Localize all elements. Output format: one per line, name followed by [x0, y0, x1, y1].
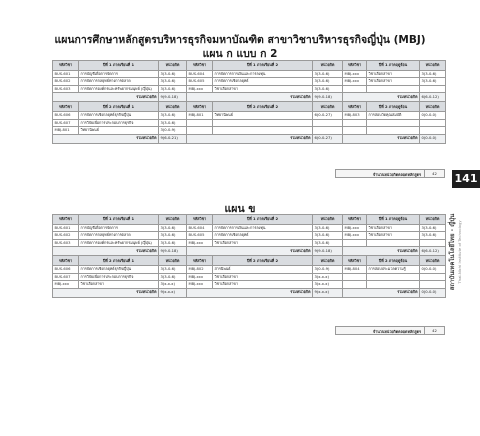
credits-cell: 6(0-0-27) — [313, 112, 343, 119]
total-value: 6(0-0-27) — [313, 134, 343, 143]
course-code-cell: MBJ-xxx — [343, 71, 367, 78]
table-row — [53, 232, 446, 239]
course-code-cell: BUS-603 — [53, 239, 79, 246]
course-code-cell: BUS-602 — [53, 232, 79, 239]
course-code-cell: BUS-602 — [53, 78, 79, 85]
credits-cell: 3(3-0-6) — [159, 239, 187, 246]
credits-cell: 3(3-0-6) — [420, 232, 446, 239]
credits-cell: 3(3-0-6) — [313, 78, 343, 85]
course-name-cell: วิชาเลือกสาขา — [79, 281, 159, 288]
course-name-cell — [213, 119, 313, 126]
plan-a-grand-total — [335, 169, 445, 178]
credits-cell — [420, 273, 446, 280]
course-code-cell: MBJ-xxx — [343, 78, 367, 85]
total-row — [53, 134, 446, 143]
credits-cell: 3(3-0-6) — [313, 225, 343, 232]
column-header: รหัสวิชา — [187, 61, 213, 71]
course-name-cell: วิชาเลือกสาขา — [367, 71, 420, 78]
plan-b-title: แผน ข — [224, 203, 256, 215]
total-label: รวมหน่วยกิต — [53, 93, 159, 102]
course-code-cell: MBJ-801 — [53, 127, 79, 134]
total-label: รวมหน่วยกิต — [187, 247, 313, 256]
course-code-cell: MBJ-xxx — [53, 281, 79, 288]
course-name-cell: การสอบประมวลความรู้ — [367, 266, 420, 273]
course-name-cell: การจัดการองค์กรและทรัพยากรมนุษย์ (ญี่ปุ่น) — [79, 239, 159, 246]
course-name-cell: การจัดการการเงินและการลงทุน — [213, 225, 313, 232]
column-header: หน่วยกิต — [159, 215, 187, 225]
course-code-cell: MBJ-801 — [187, 112, 213, 119]
credits-cell: 3(3-0-6) — [313, 239, 343, 246]
course-name-cell: การบัญชีเพื่อการจัดการ — [79, 71, 159, 78]
total-value: 0(0-0-0) — [420, 134, 446, 143]
course-name-cell — [367, 239, 420, 246]
course-name-cell: การจัดการเชิงกลยุทธ์ — [213, 232, 313, 239]
total-value: 9(9-0-18) — [313, 247, 343, 256]
course-name-cell: วิชาเลือกสาขา — [213, 273, 313, 280]
side-institution-label — [447, 212, 469, 292]
total-value: 0(0-0-0) — [420, 288, 446, 297]
total-label: รวมหน่วยกิต — [343, 247, 420, 256]
credits-cell: 0(0-0-0) — [420, 112, 446, 119]
course-code-cell — [187, 119, 213, 126]
total-label: รวมหน่วยกิต — [187, 93, 313, 102]
table-row — [53, 239, 446, 246]
credits-cell: 3(3-0-6) — [313, 232, 343, 239]
document-title: แผนการศึกษาหลักสูตรบริหารธุรกิจมหาบัณฑิต สาขาวิชาบริหารธุรกิจญี่ปุ่น (MBJ) — [54, 34, 426, 46]
page-number: 141 — [452, 170, 480, 188]
course-name-cell: การจัดการเชิงกลยุทธ์ — [213, 78, 313, 85]
course-code-cell — [343, 281, 367, 288]
column-header: หน่วยกิต — [159, 256, 187, 266]
credits-cell — [420, 119, 446, 126]
column-header: ปีที่ 1 ภาคเรียนที่ 1 — [79, 215, 159, 225]
total-value: 6(6-0-12) — [420, 247, 446, 256]
table-row — [53, 85, 446, 92]
credits-cell: 3(x-x-x) — [313, 273, 343, 280]
course-name-cell: การจัดการเชิงกลยุทธ์ธุรกิจญี่ปุ่น — [79, 112, 159, 119]
course-code-cell: MBJ-xxx — [343, 232, 367, 239]
course-name-cell: การสอบวัดคุณสมบัติ — [367, 112, 420, 119]
table-row — [53, 119, 446, 126]
table-row — [53, 281, 446, 288]
column-header: รหัสวิชา — [187, 215, 213, 225]
table-row — [53, 127, 446, 134]
total-label: รวมหน่วยกิต — [187, 134, 313, 143]
column-header: รหัสวิชา — [343, 102, 367, 112]
course-name-cell: วิชาเลือกสาขา — [367, 232, 420, 239]
credits-cell — [420, 127, 446, 134]
credits-cell: 3(0-0-9) — [159, 127, 187, 134]
credits-cell: 3(3-0-6) — [159, 266, 187, 273]
column-header: หน่วยกิต — [159, 102, 187, 112]
column-header: รหัสวิชา — [343, 256, 367, 266]
column-header: ปีที่ 2 ภาคเรียนที่ 1 — [79, 102, 159, 112]
total-label: รวมหน่วยกิต — [187, 288, 313, 297]
course-name-cell: วิชาเลือกสาขา — [213, 85, 313, 92]
column-header: หน่วยกิต — [159, 61, 187, 71]
course-name-cell — [213, 127, 313, 134]
credits-cell — [420, 281, 446, 288]
column-header: รหัสวิชา — [343, 61, 367, 71]
credits-cell: 0(0-0-0) — [420, 266, 446, 273]
course-code-cell: BUS-605 — [187, 232, 213, 239]
side-institution-english: Thai-Nichi Institute of Technology — [457, 220, 462, 284]
credits-cell: 3(0-0-9) — [313, 266, 343, 273]
column-header: ปีที่ 2 ภาคเรียนที่ 2 — [213, 102, 313, 112]
column-header: ปีที่ 1 ภาคเรียนที่ 2 — [213, 215, 313, 225]
total-label: รวมหน่วยกิต — [53, 288, 159, 297]
course-code-cell — [343, 127, 367, 134]
total-value: 9(x-x-x) — [313, 288, 343, 297]
credits-cell: 3(3-0-6) — [159, 85, 187, 92]
course-name-cell: วิทยานิพนธ์ — [213, 112, 313, 119]
grand-total-value: 42 — [425, 326, 445, 335]
credits-cell: 3(3-0-6) — [159, 273, 187, 280]
header-row — [53, 215, 446, 225]
course-code-cell — [343, 85, 367, 92]
column-header: รหัสวิชา — [53, 61, 79, 71]
column-header: หน่วยกิต — [420, 215, 446, 225]
plan-a-title: แผน ก แบบ ก 2 — [202, 48, 278, 60]
plan-b-table — [52, 214, 446, 298]
column-header: ปีที่ 1 ภาคเรียนที่ 2 — [213, 61, 313, 71]
course-code-cell: MBJ-802 — [187, 266, 213, 273]
course-code-cell — [343, 239, 367, 246]
course-name-cell — [367, 119, 420, 126]
credits-cell: 3(3-0-6) — [159, 232, 187, 239]
credits-cell: 3(3-0-6) — [159, 225, 187, 232]
course-name-cell: สารนิพนธ์ — [213, 266, 313, 273]
column-header: รหัสวิชา — [187, 256, 213, 266]
credits-cell: 3(3-0-6) — [159, 78, 187, 85]
credits-cell: 3(3-0-6) — [420, 225, 446, 232]
course-code-cell: BUS-605 — [187, 78, 213, 85]
total-label: รวมหน่วยกิต — [343, 288, 420, 297]
column-header: ปีที่ 2 ภาคเรียนที่ 2 — [213, 256, 313, 266]
course-name-cell: การจัดการองค์กรและทรัพยากรมนุษย์ (ญี่ปุ่น) — [79, 85, 159, 92]
course-code-cell: BUS-603 — [53, 85, 79, 92]
course-code-cell: MBJ-xxx — [343, 225, 367, 232]
course-code-cell — [343, 119, 367, 126]
column-header: รหัสวิชา — [187, 102, 213, 112]
course-code-cell: BUS-607 — [53, 119, 79, 126]
credits-cell — [420, 239, 446, 246]
column-header: ปีที่ 1 ภาคฤดูร้อน — [367, 215, 420, 225]
total-value: 9(9-0-18) — [159, 247, 187, 256]
course-name-cell — [367, 273, 420, 280]
total-value: 9(9-0-18) — [159, 93, 187, 102]
table-row — [53, 273, 446, 280]
column-header: ปีที่ 1 ภาคฤดูร้อน — [367, 61, 420, 71]
course-code-cell: MBJ-xxx — [187, 273, 213, 280]
column-header: ปีที่ 1 ภาคเรียนที่ 1 — [79, 61, 159, 71]
credits-cell: 3(3-0-6) — [313, 71, 343, 78]
column-header: หน่วยกิต — [313, 215, 343, 225]
course-name-cell — [367, 127, 420, 134]
column-header: รหัสวิชา — [343, 215, 367, 225]
total-label: รวมหน่วยกิต — [53, 247, 159, 256]
course-name-cell: การจัดการเชิงกลยุทธ์ธุรกิจญี่ปุ่น — [79, 266, 159, 273]
column-header: ปีที่ 2 ภาคฤดูร้อน — [367, 102, 420, 112]
credits-cell: 3(x-x-x) — [159, 281, 187, 288]
course-name-cell: การจัดการกลยุทธ์ทางการตลาด — [79, 232, 159, 239]
course-name-cell — [367, 85, 420, 92]
course-code-cell: BUS-604 — [187, 71, 213, 78]
course-name-cell: วิชาเลือกสาขา — [367, 78, 420, 85]
course-name-cell: การจัดการการเงินและการลงทุน — [213, 71, 313, 78]
column-header: หน่วยกิต — [313, 61, 343, 71]
table-row — [53, 225, 446, 232]
plan-b-grand-total — [335, 326, 445, 335]
credits-cell: 3(3-0-6) — [420, 78, 446, 85]
credits-cell: 3(3-0-6) — [420, 71, 446, 78]
column-header: รหัสวิชา — [53, 256, 79, 266]
course-code-cell: MBJ-803 — [343, 112, 367, 119]
course-code-cell: MBJ-xxx — [187, 281, 213, 288]
credits-cell: 3(3-0-6) — [159, 71, 187, 78]
total-value: 9(9-0-18) — [313, 93, 343, 102]
course-name-cell: การจัดการกลยุทธ์ทางการตลาด — [79, 78, 159, 85]
course-name-cell: การวิจัยเพื่อการประกอบการธุรกิจ — [79, 273, 159, 280]
credits-cell — [313, 119, 343, 126]
course-code-cell: BUS-601 — [53, 71, 79, 78]
column-header: หน่วยกิต — [420, 102, 446, 112]
course-name-cell — [367, 281, 420, 288]
course-code-cell: BUS-606 — [53, 266, 79, 273]
column-header: ปีที่ 2 ภาคเรียนที่ 1 — [79, 256, 159, 266]
table-row — [53, 266, 446, 273]
course-code-cell — [187, 127, 213, 134]
header-row — [53, 61, 446, 71]
total-value: 6(6-0-12) — [420, 93, 446, 102]
course-code-cell: MBJ-xxx — [187, 239, 213, 246]
course-name-cell: การวิจัยเพื่อการประกอบการธุรกิจ — [79, 119, 159, 126]
column-header: ปีที่ 2 ภาคฤดูร้อน — [367, 256, 420, 266]
side-institution-thai: สถาบันเทคโนโลยีไทย - ญี่ปุ่น — [449, 213, 456, 291]
header-row — [53, 256, 446, 266]
grand-total-value: 42 — [425, 169, 445, 178]
total-value: 9(6-0-21) — [159, 134, 187, 143]
credits-cell: 3(x-x-x) — [313, 281, 343, 288]
grand-total-label: จำนวนหน่วยกิตตลอดหลักสูตร — [335, 169, 425, 178]
credits-cell — [313, 127, 343, 134]
course-code-cell: MBJ-804 — [343, 266, 367, 273]
table-row — [53, 78, 446, 85]
course-code-cell — [343, 273, 367, 280]
credits-cell: 3(3-0-6) — [159, 112, 187, 119]
total-value: 9(x-x-x) — [159, 288, 187, 297]
course-code-cell: BUS-607 — [53, 273, 79, 280]
total-row — [53, 247, 446, 256]
course-name-cell: วิชาเลือกสาขา — [367, 225, 420, 232]
grand-total-label: จำนวนหน่วยกิตตลอดหลักสูตร — [335, 326, 425, 335]
course-code-cell: BUS-606 — [53, 112, 79, 119]
column-header: รหัสวิชา — [53, 215, 79, 225]
table-row — [53, 112, 446, 119]
course-name-cell: วิทยานิพนธ์ — [79, 127, 159, 134]
plan-a-table — [52, 60, 446, 144]
credits-cell — [420, 85, 446, 92]
credits-cell: 3(3-0-6) — [313, 85, 343, 92]
total-row — [53, 288, 446, 297]
total-label: รวมหน่วยกิต — [343, 134, 420, 143]
course-name-cell: การบัญชีเพื่อการจัดการ — [79, 225, 159, 232]
column-header: หน่วยกิต — [420, 256, 446, 266]
course-name-cell: วิชาเลือกสาขา — [213, 239, 313, 246]
column-header: หน่วยกิต — [313, 102, 343, 112]
total-label: รวมหน่วยกิต — [53, 134, 159, 143]
header-row — [53, 102, 446, 112]
table-row — [53, 71, 446, 78]
column-header: รหัสวิชา — [53, 102, 79, 112]
course-name-cell: วิชาเลือกสาขา — [213, 281, 313, 288]
course-code-cell: MBJ-xxx — [187, 85, 213, 92]
column-header: หน่วยกิต — [313, 256, 343, 266]
total-row — [53, 93, 446, 102]
credits-cell: 3(3-0-6) — [159, 119, 187, 126]
course-code-cell: BUS-601 — [53, 225, 79, 232]
total-label: รวมหน่วยกิต — [343, 93, 420, 102]
course-code-cell: BUS-604 — [187, 225, 213, 232]
column-header: หน่วยกิต — [420, 61, 446, 71]
